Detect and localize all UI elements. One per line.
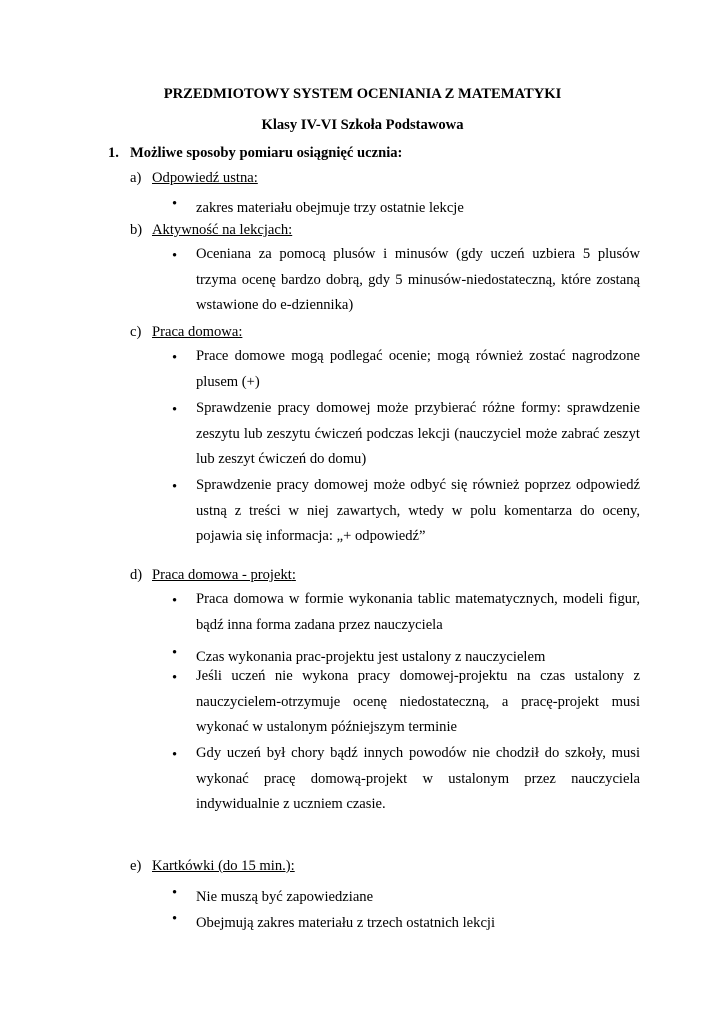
bullet-icon: • bbox=[172, 670, 178, 686]
list-item-text: zakres materiału obejmuje trzy ostatnie lekcje bbox=[196, 200, 464, 216]
bullet-icon: • bbox=[172, 196, 178, 212]
list-item-text: Oceniana za pomocą plusów i minusów (gdy uczeń uzbiera 5 plusów trzyma ocenę bardzo dobrą, gdy 5 minusów-niedostateczną, które zostaną wstawione do e-dziennika) bbox=[196, 246, 640, 314]
list-item-text: Nie muszą być zapowiedziane bbox=[196, 889, 374, 905]
list-item-text: Czas wykonania prac-projektu jest ustalony z nauczycielem bbox=[196, 649, 546, 665]
subsection-label: Praca domowa: bbox=[152, 324, 243, 340]
subsection-label: Aktywność na lekcjach: bbox=[152, 222, 293, 238]
bullet-icon: • bbox=[172, 645, 178, 661]
section-heading-text: Możliwe sposoby pomiaru osiągnięć ucznia: bbox=[130, 145, 403, 161]
subsection-letter: b) bbox=[130, 222, 143, 238]
bullet-icon: • bbox=[172, 248, 178, 264]
document-subtitle: Klasy IV-VI Szkoła Podstawowa bbox=[261, 117, 464, 133]
subsection-letter: d) bbox=[130, 567, 143, 583]
section-number: 1. bbox=[108, 145, 119, 161]
list-item-text: Sprawdzenie pracy domowej może odbyć się również poprzez odpowiedź ustną z treści w niej zawartych, wtedy w polu komentarza do oceny, pojawia się informacja: „+ odpowiedź” bbox=[196, 477, 640, 545]
document-title: PRZEDMIOTOWY SYSTEM OCENIANIA Z MATEMATYKI bbox=[163, 86, 562, 102]
bullet-icon: • bbox=[172, 479, 178, 495]
subsection-letter: e) bbox=[130, 858, 142, 874]
bullet-icon: • bbox=[172, 911, 178, 927]
bullet-icon: • bbox=[172, 747, 178, 763]
list-item-text: Gdy uczeń był chory bądź innych powodów nie chodził do szkoły, musi wykonać pracę domową-projekt w ustalonym przez nauczyciela indywidualnie z uczniem czasie. bbox=[196, 745, 640, 813]
list-item-text: Prace domowe mogą podlegać ocenie; mogą również zostać nagrodzone plusem (+) bbox=[196, 348, 640, 390]
bullet-icon: • bbox=[172, 350, 178, 366]
list-item-text: Obejmują zakres materiału z trzech ostatnich lekcji bbox=[196, 915, 496, 931]
subsection-letter: a) bbox=[130, 170, 142, 186]
subsection-label bbox=[152, 567, 296, 584]
subsection-label: Odpowiedź ustna: bbox=[152, 170, 258, 186]
subsection-label-suffix: : bbox=[291, 567, 296, 583]
bullet-icon: • bbox=[172, 885, 178, 901]
bullet-icon: • bbox=[172, 593, 178, 609]
subsection-letter: c) bbox=[130, 324, 142, 340]
bullet-icon: • bbox=[172, 402, 178, 418]
subsection-label: Kartkówki (do 15 min.): bbox=[152, 858, 295, 874]
list-item-text: Praca domowa w formie wykonania tablic matematycznych, modeli figur, bądź inna forma zadana przez nauczyciela bbox=[196, 591, 640, 633]
list-item-text: Sprawdzenie pracy domowej może przybierać różne formy: sprawdzenie zeszytu lub zeszytu ćwiczeń podczas lekcji (nauczyciel może zabrać zeszyt lub zeszyt ćwiczeń do domu) bbox=[196, 400, 640, 468]
list-item-text: Jeśli uczeń nie wykona pracy domowej-projektu na czas ustalony z nauczycielem-otrzymuje ocenę niedostateczną, a pracę-projekt musi wykonać w ustalonym późniejszym terminie bbox=[196, 668, 640, 736]
subsection-label-text: Praca domowa - projekt bbox=[152, 567, 292, 583]
